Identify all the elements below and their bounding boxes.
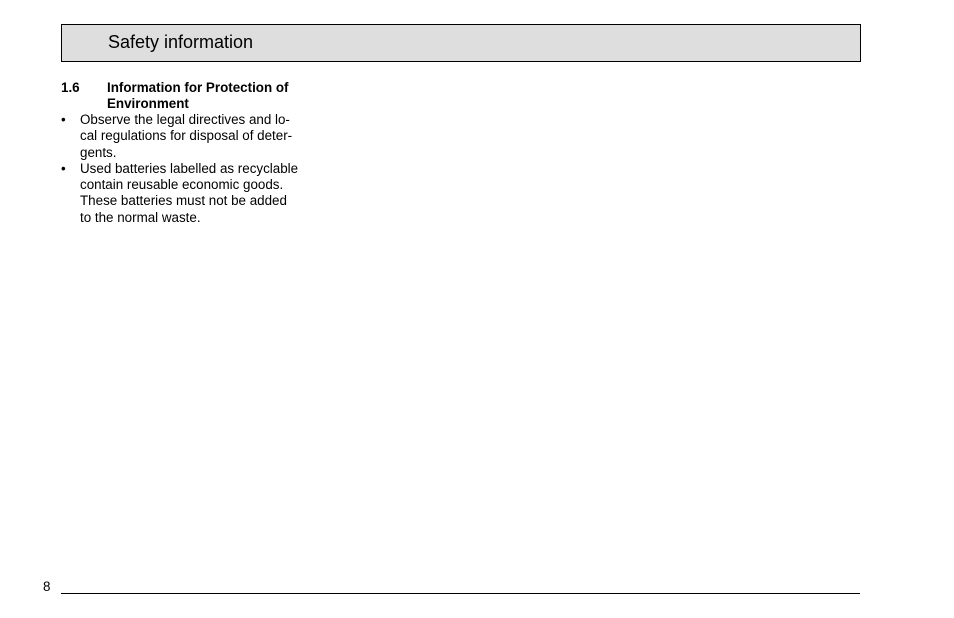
bullet-text-line: cal regulations for disposal of deter- [80,128,293,144]
section-heading [61,80,321,112]
section-protection-of-environment [61,80,321,226]
section-header-bar [61,24,861,62]
bullet-text-line: Observe the legal directives and lo- [80,112,290,127]
list-item [61,112,321,161]
bullet-text-line: These batteries must not be added [80,193,287,209]
bullet-text-line: contain reusable economic goods. [80,177,284,193]
bullet-marker: • [61,112,66,127]
bullet-text-line: Used batteries labelled as recyclable [80,160,299,176]
page-title: Safety information [108,32,254,52]
section-title-line: Information for Protection of [107,80,289,95]
bullet-text-line: gents. [80,144,117,160]
page-number: 8 [43,579,51,594]
section-title-line: Environment [107,96,189,111]
footer-divider [61,593,860,594]
section-title [107,80,317,112]
section-number: 1.6 [61,80,80,95]
bullet-list [61,112,321,226]
bullet-marker: • [61,160,66,176]
list-item [61,161,321,226]
bullet-text-line: to the normal waste. [80,209,201,225]
